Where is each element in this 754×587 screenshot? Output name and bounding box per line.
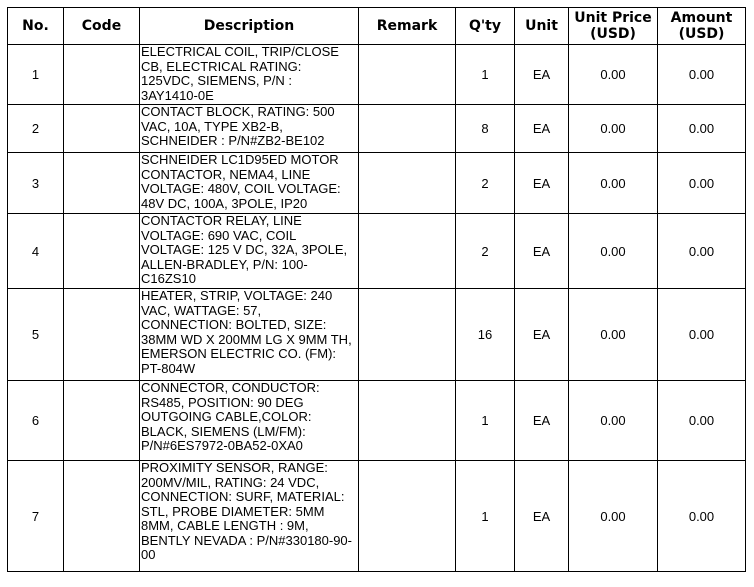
cell-unit-price: 0.00 — [569, 105, 658, 153]
cell-amount: 0.00 — [658, 105, 746, 153]
table-row — [8, 461, 746, 572]
cell-remark — [359, 153, 456, 214]
cell-description — [140, 45, 359, 105]
description-line: PT-804W — [141, 360, 196, 376]
cell-amount: 0.00 — [658, 153, 746, 214]
header-qty: Q'ty — [456, 8, 515, 45]
cell-qty: 1 — [456, 45, 515, 105]
header-unit-price-line2: (USD) — [590, 26, 636, 42]
description-line: SCHNEIDER LC1D95ED MOTOR — [141, 152, 339, 167]
description-line: VAC, 10A, TYPE XB2-B, — [141, 118, 283, 134]
cell-no: 3 — [8, 153, 64, 214]
cell-qty: 16 — [456, 289, 515, 381]
header-unit-price — [569, 8, 658, 45]
description-line: 125VDC, SIEMENS, P/N : — [141, 73, 292, 88]
description-line: ELECTRICAL COIL, TRIP/CLOSE — [141, 44, 339, 59]
cell-no: 4 — [8, 214, 64, 289]
description-line: 8MM, CABLE LENGTH : 9M, — [141, 518, 309, 533]
table-row — [8, 381, 746, 461]
header-no: No. — [8, 8, 64, 45]
cell-remark — [359, 105, 456, 153]
description-line: BLACK, SIEMENS (LM/FM): — [141, 423, 306, 439]
cell-unit: EA — [515, 153, 569, 214]
header-code: Code — [64, 8, 140, 45]
header-remark: Remark — [359, 8, 456, 45]
description-line: VOLTAGE: 125 V DC, 32A, 3POLE, — [141, 242, 348, 257]
description-line: P/N#6ES7972-0BA52-0XA0 — [141, 438, 303, 453]
description-line: BENTLY NEVADA : P/N#330180-90- — [141, 532, 352, 548]
cell-code — [64, 45, 140, 105]
cell-amount: 0.00 — [658, 45, 746, 105]
cell-amount: 0.00 — [658, 289, 746, 381]
description-line: HEATER, STRIP, VOLTAGE: 240 — [141, 288, 333, 303]
cell-unit-price: 0.00 — [569, 461, 658, 572]
description-line: PROXIMITY SENSOR, RANGE: — [141, 460, 328, 475]
cell-description — [140, 381, 359, 461]
table-row — [8, 214, 746, 289]
cell-remark — [359, 214, 456, 289]
cell-remark — [359, 381, 456, 461]
cell-code — [64, 289, 140, 381]
description-line: 3AY1410-0E — [141, 87, 214, 103]
description-line: 00 — [141, 547, 156, 562]
description-line: EMERSON ELECTRIC CO. (FM): — [141, 346, 337, 361]
cell-remark — [359, 45, 456, 105]
cell-remark — [359, 289, 456, 381]
cell-amount: 0.00 — [658, 214, 746, 289]
cell-unit: EA — [515, 289, 569, 381]
cell-description — [140, 214, 359, 289]
cell-unit: EA — [515, 105, 569, 153]
cell-unit-price: 0.00 — [569, 153, 658, 214]
cell-unit-price: 0.00 — [569, 289, 658, 381]
table-row — [8, 289, 746, 381]
description-line: RS485, POSITION: 90 DEG — [141, 394, 304, 410]
cell-code — [64, 105, 140, 153]
cell-code — [64, 381, 140, 461]
header-amount-line1: Amount — [670, 10, 733, 26]
table-row — [8, 153, 746, 214]
header-unit: Unit — [515, 8, 569, 45]
cell-description — [140, 153, 359, 214]
cell-qty: 2 — [456, 153, 515, 214]
header-amount-line2: (USD) — [678, 26, 725, 42]
cell-amount: 0.00 — [658, 461, 746, 572]
cell-amount: 0.00 — [658, 381, 746, 461]
cell-unit-price: 0.00 — [569, 214, 658, 289]
header-row — [8, 8, 746, 45]
description-line: VOLTAGE: 690 VAC, COIL — [141, 227, 297, 243]
cell-unit: EA — [515, 461, 569, 572]
cell-description — [140, 289, 359, 381]
header-amount — [658, 8, 746, 45]
description-line: CONNECTION: SURF, MATERIAL: — [141, 489, 345, 504]
cell-description — [140, 105, 359, 153]
description-line: CONTACT BLOCK, RATING: 500 — [141, 104, 335, 119]
description-line: CONNECTOR, CONDUCTOR: — [141, 380, 320, 395]
header-description: Description — [140, 8, 359, 45]
description-line: CONTACTOR, NEMA4, LINE — [141, 166, 311, 182]
cell-qty: 8 — [456, 105, 515, 153]
description-line: C16ZS10 — [141, 271, 196, 286]
header-unit-price-line1: Unit Price — [574, 10, 652, 26]
items-body — [8, 45, 746, 572]
cell-no: 7 — [8, 461, 64, 572]
description-line: 38MM WD X 200MM LG X 9MM TH, — [141, 331, 352, 347]
items-table — [7, 7, 746, 572]
cell-no: 1 — [8, 45, 64, 105]
cell-no: 5 — [8, 289, 64, 381]
cell-no: 6 — [8, 381, 64, 461]
description-line: SCHNEIDER : P/N#ZB2-BE102 — [141, 133, 325, 148]
table-row — [8, 45, 746, 105]
cell-qty: 1 — [456, 461, 515, 572]
cell-qty: 1 — [456, 381, 515, 461]
cell-code — [64, 214, 140, 289]
description-line: 200MV/MIL, RATING: 24 VDC, — [141, 474, 320, 490]
cell-qty: 2 — [456, 214, 515, 289]
cell-unit: EA — [515, 45, 569, 105]
description-line: CONNECTION: BOLTED, SIZE: — [141, 317, 327, 332]
description-line: CONTACTOR RELAY, LINE — [141, 213, 302, 228]
cell-no: 2 — [8, 105, 64, 153]
description-line: 48V DC, 100A, 3POLE, IP20 — [141, 195, 308, 211]
cell-code — [64, 153, 140, 214]
cell-description — [140, 461, 359, 572]
cell-unit-price: 0.00 — [569, 45, 658, 105]
cell-remark — [359, 461, 456, 572]
description-line: OUTGOING CABLE,COLOR: — [141, 409, 312, 424]
cell-code — [64, 461, 140, 572]
cell-unit: EA — [515, 214, 569, 289]
description-line: VOLTAGE: 480V, COIL VOLTAGE: — [141, 181, 341, 196]
description-line: VAC, WATTAGE: 57, — [141, 302, 262, 318]
description-line: STL, PROBE DIAMETER: 5MM — [141, 503, 325, 519]
description-line: CB, ELECTRICAL RATING: — [141, 58, 302, 74]
table-row — [8, 105, 746, 153]
description-line: ALLEN-BRADLEY, P/N: 100- — [141, 256, 308, 272]
cell-unit: EA — [515, 381, 569, 461]
cell-unit-price: 0.00 — [569, 381, 658, 461]
